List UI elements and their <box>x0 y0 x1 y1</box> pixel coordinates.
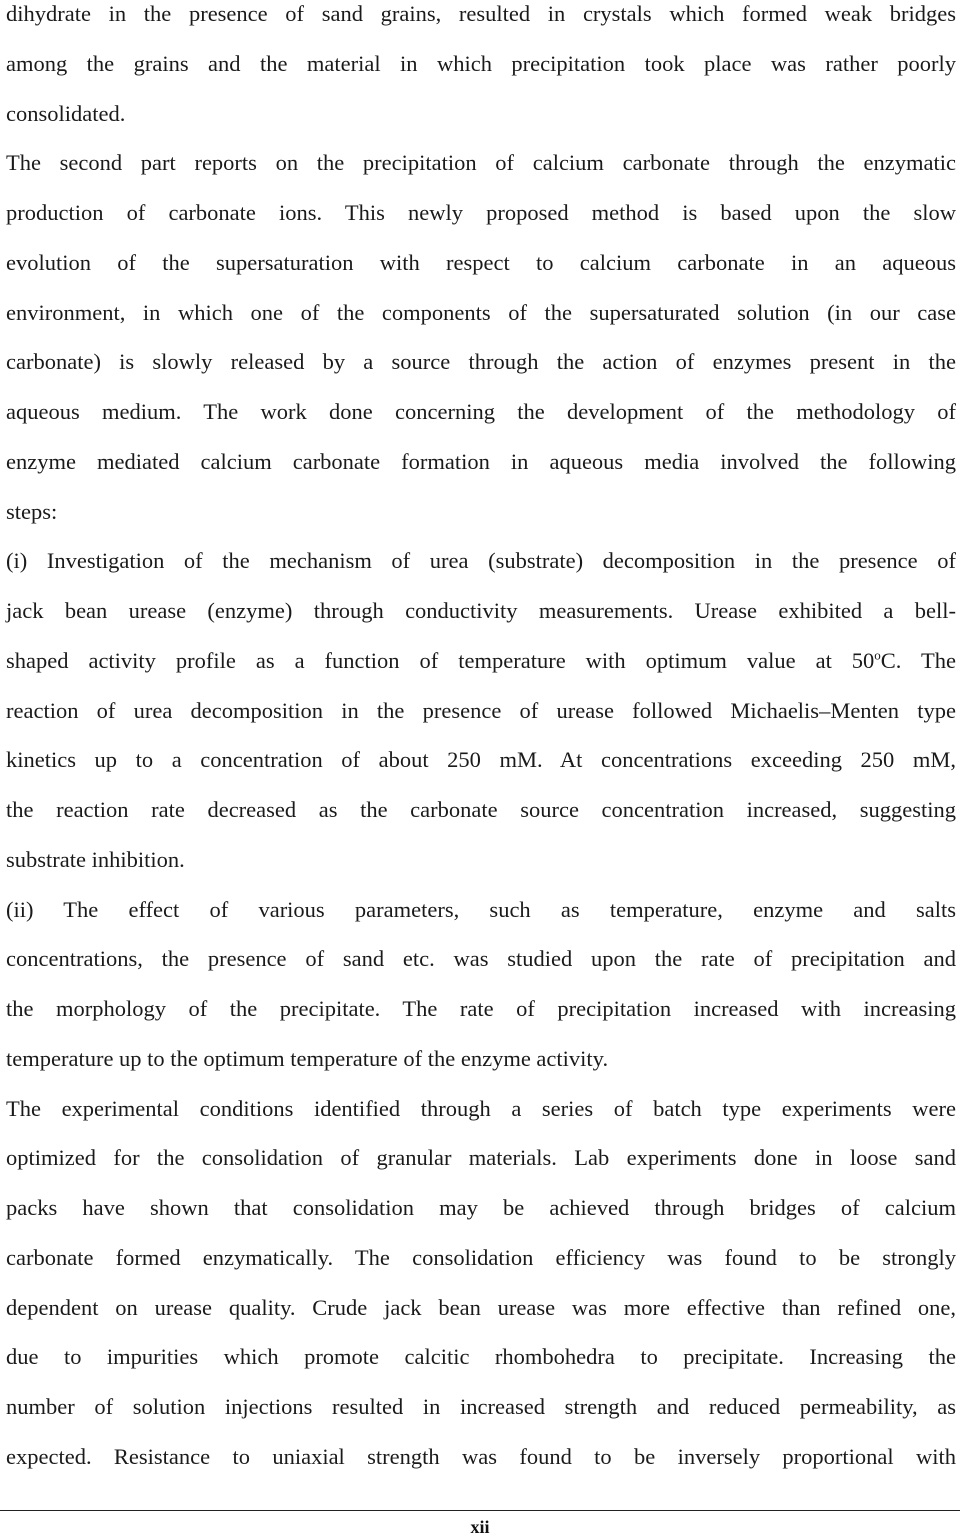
text-line: aqueous medium. The work done concerning the development of the methodology of <box>6 399 956 424</box>
text-line: optimized for the consolidation of granular materials. Lab experiments done in loose sand <box>6 1145 956 1171</box>
text-line: carbonate) is slowly released by a source through the action of enzymes present in the <box>6 349 956 375</box>
text-line: carbonate formed enzymatically. The consolidation efficiency was found to be strongly <box>6 1244 956 1270</box>
text-line: (ii) The effect of various parameters, such as temperature, enzyme and salts <box>6 896 956 922</box>
text-line: evolution of the supersaturation with respect to calcium carbonate in an aqueous <box>6 249 956 275</box>
text-line: (i) Investigation of the mechanism of urea (substrate) decomposition in the presence of <box>6 548 956 574</box>
text-line: steps: <box>6 498 58 524</box>
text-line: dependent on urease quality. Crude jack bean urease was more effective than refined one, <box>6 1294 956 1320</box>
text-line: consolidated. <box>6 100 126 126</box>
text-line: production of carbonate ions. This newly proposed method is based upon the slow <box>6 200 956 225</box>
text-line: temperature up to the optimum temperature of the enzyme activity. <box>6 1045 609 1071</box>
text-line: jack bean urease (enzyme) through conductivity measurements. Urease exhibited a bell- <box>6 598 956 623</box>
text-line: enzyme mediated calcium carbonate formation in aqueous media involved the following <box>6 448 956 474</box>
text-line: shaped activity profile as a function of temperature with optimum value at 50$^o$C. The <box>6 647 956 673</box>
text-line: among the grains and the material in which precipitation took place was rather poorly <box>6 50 956 76</box>
text-line: concentrations, the presence of sand etc. was studied upon the rate of precipitation and <box>6 946 956 972</box>
body-text <box>6 0 956 1493</box>
text-line: substrate inhibition. <box>6 846 185 872</box>
text-line: the morphology of the precipitate. The rate of precipitation increased with increasing <box>6 996 956 1021</box>
degree-superscript: o <box>874 647 881 663</box>
text-line: expected. Resistance to uniaxial strength was found to be inversely proportional with <box>6 1443 956 1469</box>
text-line: reaction of urea decomposition in the presence of urease followed Michaelis–Menten type <box>6 697 956 723</box>
text-line: kinetics up to a concentration of about 250 mM. At concentrations exceeding 250 mM, <box>6 747 956 773</box>
text-line: packs have shown that consolidation may be achieved through bridges of calcium <box>6 1195 956 1220</box>
footer-rule <box>0 1510 960 1511</box>
text-line: The experimental conditions identified through a series of batch type experiments were <box>6 1095 956 1121</box>
text-line: dihydrate in the presence of sand grains, resulted in crystals which formed weak bridges <box>6 1 956 26</box>
text-line: due to impurities which promote calcitic rhombohedra to precipitate. Increasing the <box>6 1344 956 1370</box>
text-line: environment, in which one of the components of the supersaturated solution (in our case <box>6 299 956 325</box>
text-line: the reaction rate decreased as the carbonate source concentration increased, suggesting <box>6 797 956 822</box>
page-number: xii <box>470 1517 490 1537</box>
text-line: number of solution injections resulted in increased strength and reduced permeability, as <box>6 1394 956 1419</box>
text-line: The second part reports on the precipitation of calcium carbonate through the enzymatic <box>6 150 956 176</box>
